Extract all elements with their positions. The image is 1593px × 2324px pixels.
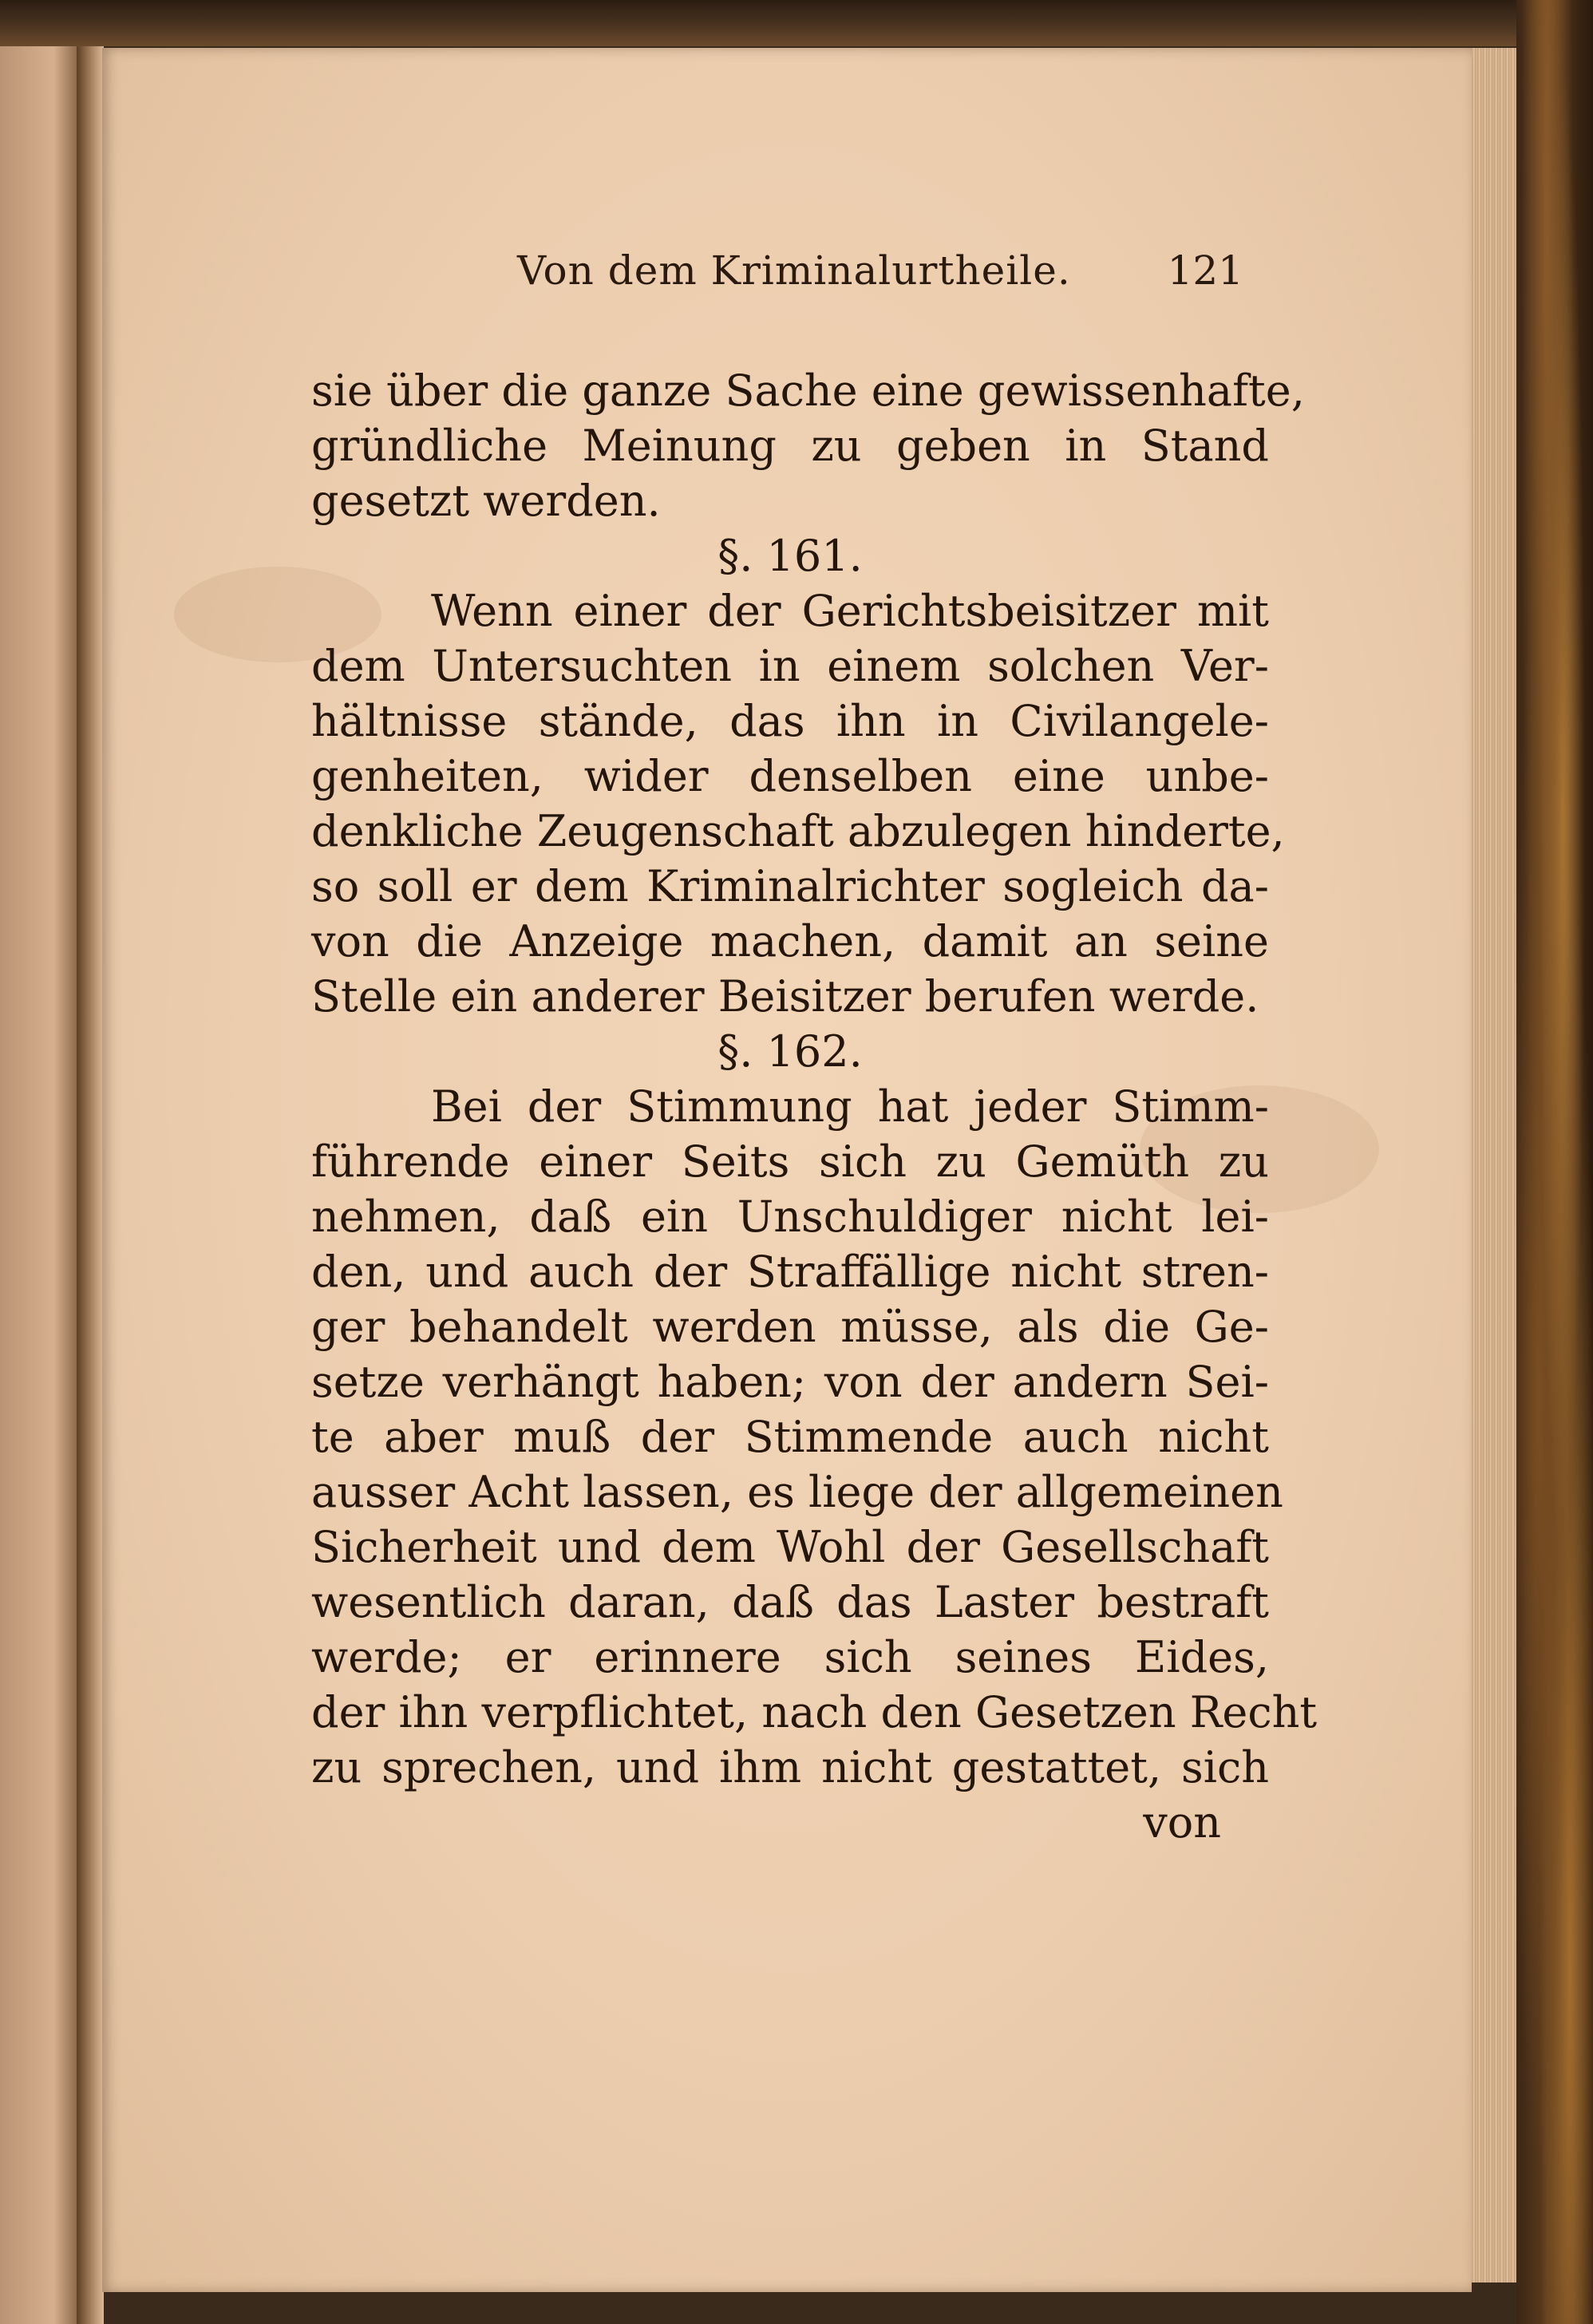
running-title: Von dem Kriminalurtheile.: [517, 247, 1071, 294]
text-line: dem Untersuchten in einem solchen Ver-: [311, 641, 1269, 691]
text-line: ger behandelt werden müsse, als die Ge-: [311, 1302, 1269, 1352]
text-line: werde; er erinnere sich seines Eides,: [311, 1632, 1269, 1682]
text-line: setze verhängt haben; von der andern Sei-: [311, 1357, 1269, 1407]
text-line: der ihn verpflichtet, nach den Gesetzen Recht: [311, 1687, 1318, 1737]
text-line: zu sprechen, und ihm nicht gestattet, sich: [311, 1742, 1269, 1792]
catchword: von: [1143, 1797, 1221, 1848]
text-line: den, und auch der Straffällige nicht stren-: [311, 1247, 1269, 1297]
marbled-cover: [1516, 0, 1593, 2324]
text-line: hältnisse stände, das ihn in Civilangele-: [311, 696, 1269, 746]
text-line: ausser Acht lassen, es liege der allgemeinen: [311, 1467, 1283, 1517]
text-line: wesentlich daran, daß das Laster bestraft: [311, 1577, 1269, 1627]
section-heading-162: §. 162.: [717, 1026, 863, 1077]
page-edges: [1468, 48, 1520, 2282]
text-line: genheiten, wider denselben eine unbe-: [311, 751, 1269, 801]
text-line: Wenn einer der Gerichtsbeisitzer mit: [431, 586, 1269, 636]
text-line: Sicherheit und dem Wohl der Gesellschaft: [311, 1522, 1269, 1572]
book-page: [102, 48, 1472, 2292]
text-line: so soll er dem Kriminalrichter sogleich da-: [311, 861, 1269, 911]
text-line: te aber muß der Stimmende auch nicht: [311, 1412, 1269, 1462]
text-line: nehmen, daß ein Unschuldiger nicht lei-: [311, 1192, 1269, 1242]
text-block: [311, 363, 1318, 1850]
text-line: Stelle ein anderer Beisitzer berufen werde.: [311, 971, 1259, 1022]
book-gutter: [77, 46, 104, 2324]
text-line: sie über die ganze Sache eine gewissenhafte,: [311, 366, 1305, 416]
text-line: gesetzt werden.: [311, 476, 661, 526]
text-line: gründliche Meinung zu geben in Stand: [311, 421, 1269, 471]
text-line: führende einer Seits sich zu Gemüth zu: [311, 1136, 1269, 1187]
section-heading-161: §. 161.: [717, 531, 863, 581]
text-line: denkliche Zeugenschaft abzulegen hinderte,: [311, 806, 1285, 856]
page-header: [429, 239, 1275, 311]
text-line: von die Anzeige machen, damit an seine: [311, 916, 1269, 966]
facing-page-edge: [0, 46, 77, 2324]
page-number: 121: [1167, 247, 1243, 294]
top-binding: [0, 0, 1593, 46]
text-line: Bei der Stimmung hat jeder Stimm-: [431, 1081, 1269, 1132]
